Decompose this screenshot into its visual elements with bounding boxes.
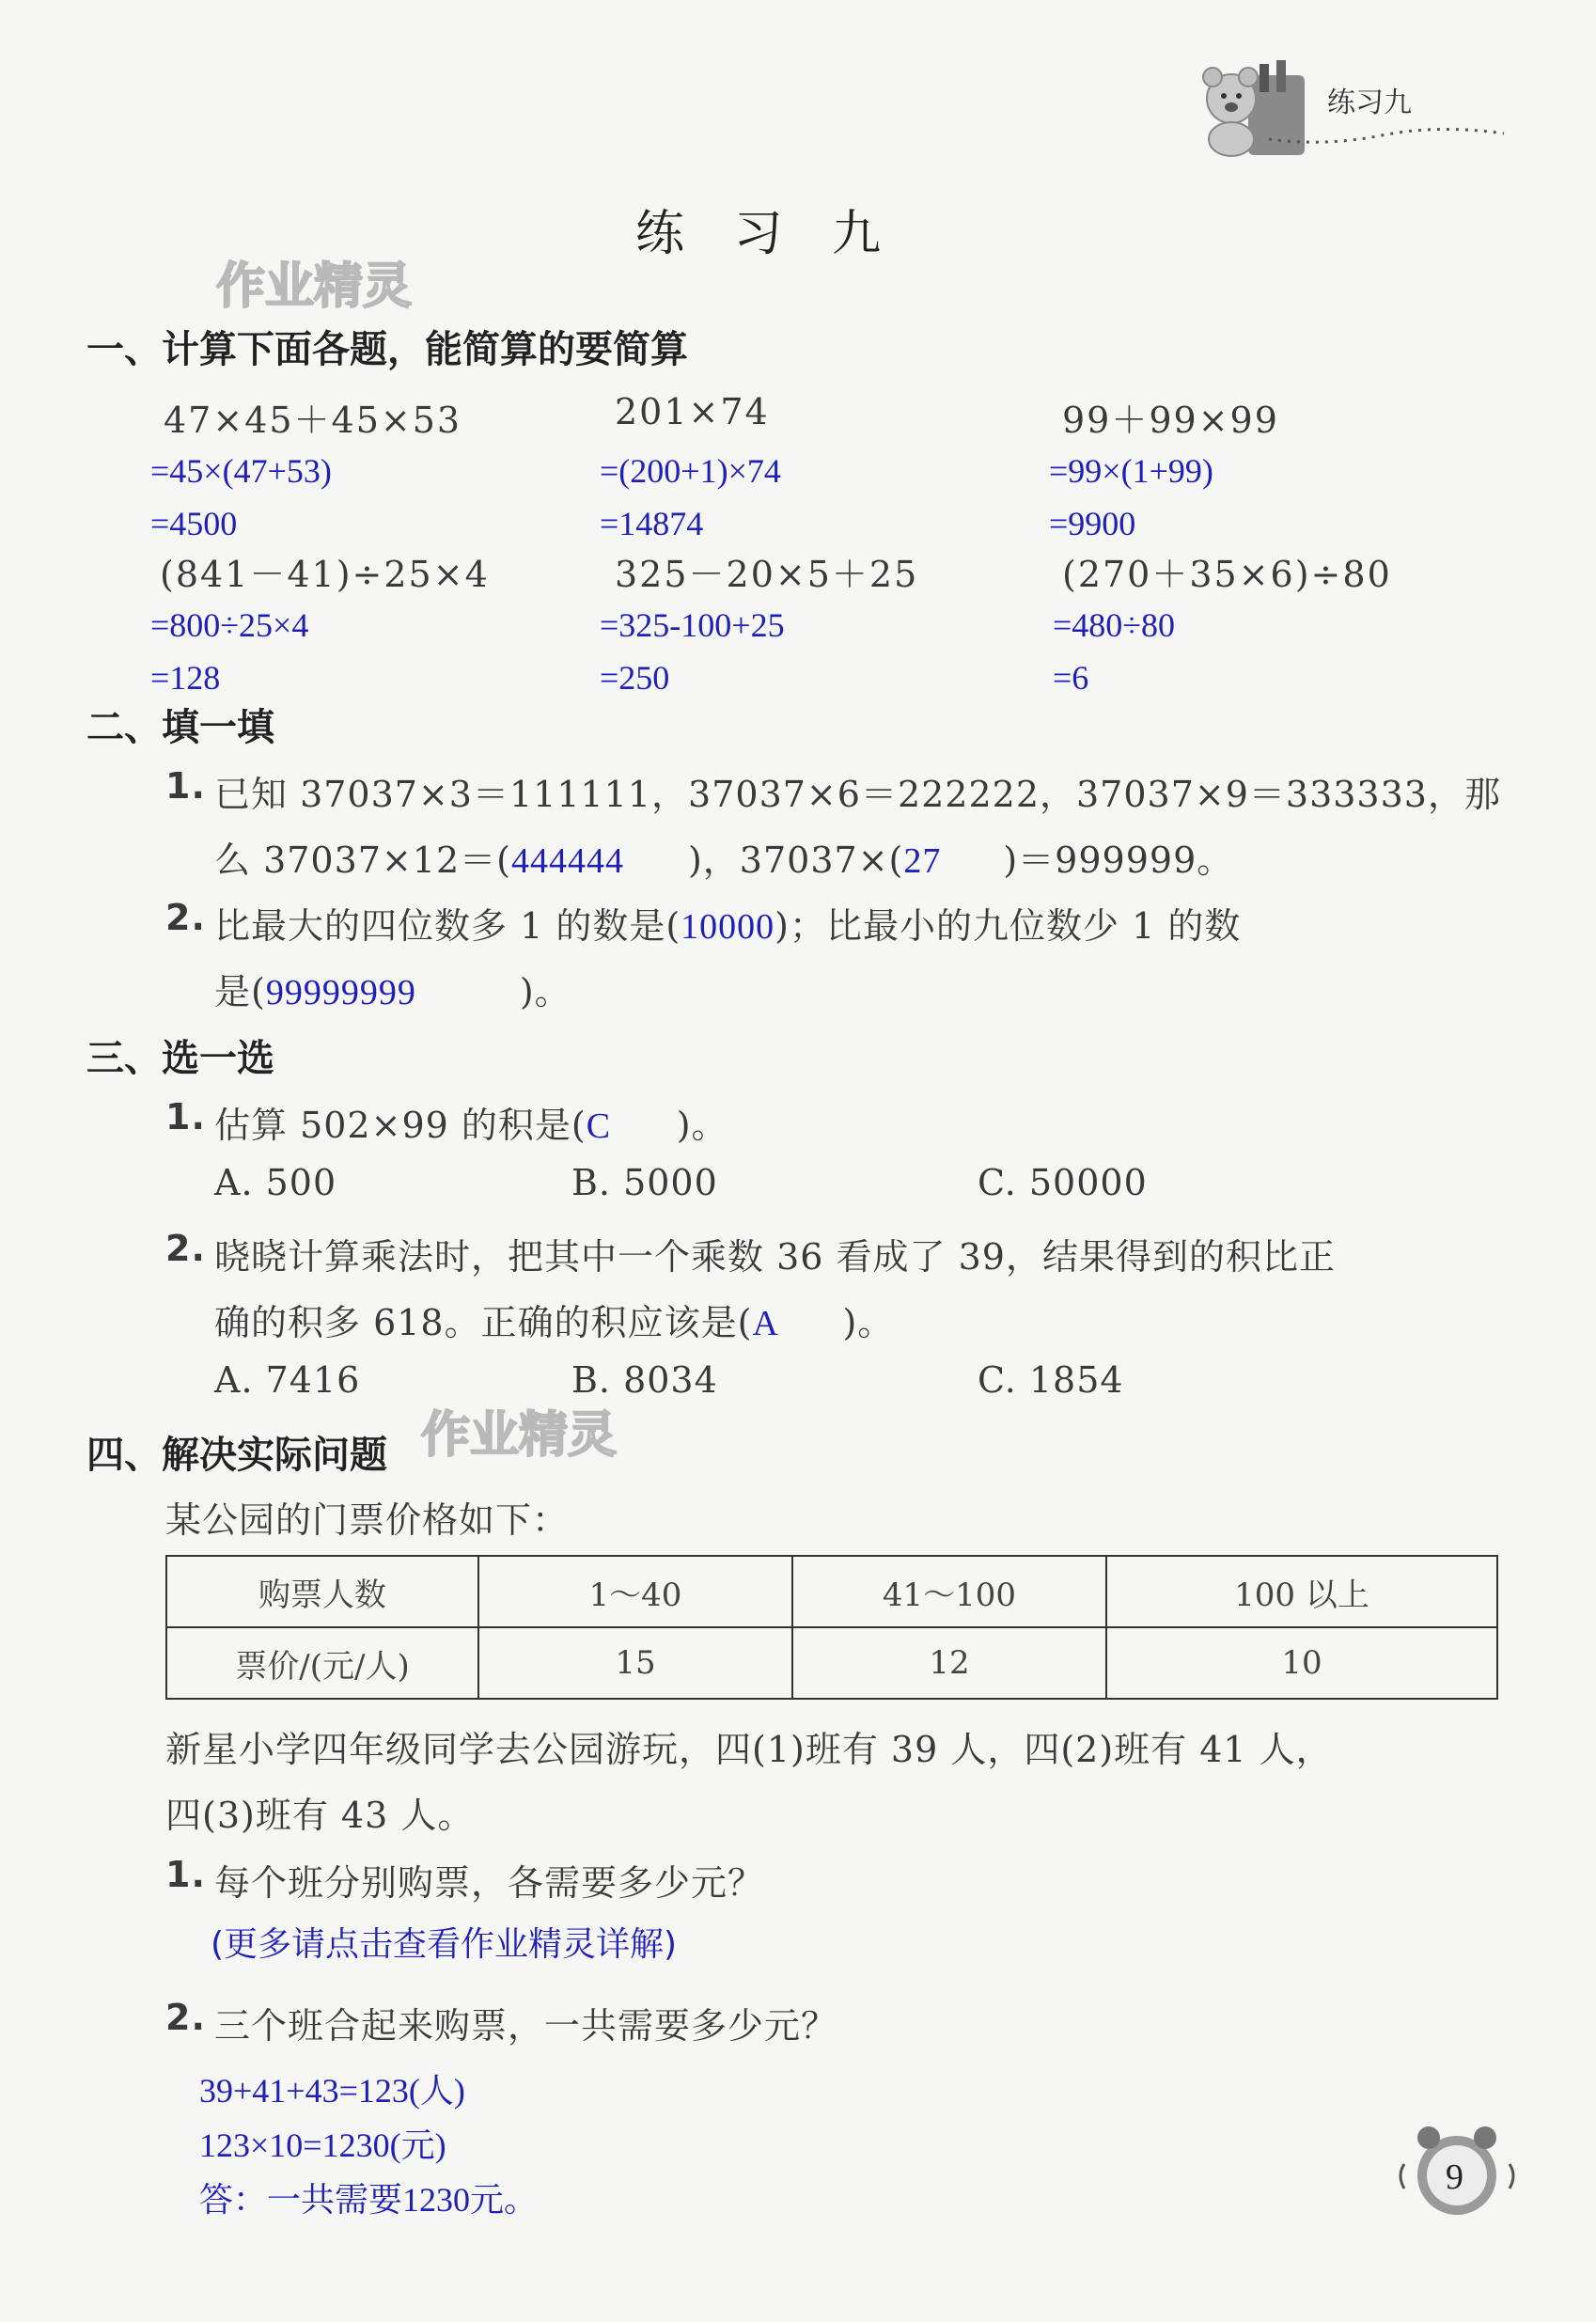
question-line — [214, 831, 1233, 883]
option: B. 5000 — [571, 1162, 718, 1203]
table-cell: 41～100 — [792, 1556, 1106, 1627]
section-heading: 二、填一填 — [86, 706, 274, 749]
question-number: 1. — [165, 1096, 206, 1137]
question-number: 1. — [165, 1854, 206, 1895]
dotted-wave-decoration — [1269, 120, 1513, 149]
question-text: 是( — [214, 971, 266, 1012]
question-text: 每个班分别购票，各需要多少元？ — [214, 1862, 765, 1904]
question-text: 三个班合起来购票，一共需要多少元？ — [214, 2005, 838, 2047]
question-text: )。 — [676, 1105, 728, 1146]
question-line — [214, 1294, 894, 1345]
expression: 325－20×5＋25 — [615, 554, 919, 595]
question-line — [214, 897, 1241, 949]
question-number: 2. — [165, 1228, 206, 1269]
fill-answer: 444444 — [510, 841, 624, 881]
question-text: 确的积多 618。正确的积应该是( — [214, 1302, 753, 1343]
table-row — [166, 1627, 1497, 1699]
section-heading: 三、选一选 — [86, 1037, 274, 1080]
question-text: 已知 37037×3＝111111，37037×6＝222222，37037×9＝333333，那 — [214, 774, 1501, 815]
question-text: )。 — [519, 971, 571, 1012]
fill-answer: 99999999 — [265, 973, 416, 1012]
question-text: 比最大的四位数多 1 的数是( — [214, 905, 681, 947]
answer-result: =14874 — [600, 505, 704, 542]
watermark-logo: 作业精灵 — [421, 1407, 618, 1464]
question-text: )。 — [842, 1302, 895, 1343]
section-heading: 一、计算下面各题，能简算的要简算 — [86, 328, 688, 371]
question-number: 2. — [165, 897, 206, 938]
price-table — [165, 1555, 1498, 1700]
question-text: )，37037×( — [687, 839, 904, 881]
fill-answer: 10000 — [681, 907, 775, 947]
table-cell: 购票人数 — [166, 1556, 478, 1627]
answer-result: =128 — [150, 659, 221, 697]
choice-answer: A — [752, 1304, 779, 1343]
answer-step: =480÷80 — [1053, 606, 1176, 644]
answer-result: =6 — [1053, 659, 1089, 697]
question-text: 么 37037×12＝( — [214, 839, 511, 881]
table-cell: 1～40 — [478, 1556, 792, 1627]
question-text: 估算 502×99 的积是( — [214, 1105, 587, 1146]
option: C. 50000 — [978, 1162, 1148, 1203]
page-title: 练 习 九 — [635, 206, 899, 262]
question-text: 晓晓计算乘法时，把其中一个乘数 36 看成了 39，结果得到的积比正 — [214, 1236, 1336, 1278]
option: B. 8034 — [571, 1359, 718, 1401]
option: C. 1854 — [978, 1359, 1124, 1401]
solution-line: 39+41+43=123(人) — [199, 2072, 465, 2110]
table-row — [166, 1556, 1497, 1627]
answer-result: =250 — [600, 659, 670, 697]
page-number: 9 — [1446, 2157, 1463, 2197]
answer-step: =45×(47+53) — [150, 452, 332, 490]
problem-intro: 某公园的门票价格如下： — [165, 1499, 570, 1541]
option: A. 500 — [214, 1162, 337, 1203]
answer-step: =800÷25×4 — [150, 606, 309, 644]
watermark-logo: 作业精灵 — [216, 259, 413, 315]
table-cell: 10 — [1106, 1627, 1497, 1699]
expression: 47×45＋45×53 — [164, 400, 462, 441]
option: A. 7416 — [214, 1359, 361, 1401]
answer-step: =325-100+25 — [600, 606, 785, 644]
expression: (841－41)÷25×4 — [160, 554, 490, 595]
question-text: )；比最小的九位数少 1 的数 — [775, 905, 1242, 947]
choice-answer: C — [586, 1106, 612, 1146]
corner-label: 练习九 — [1327, 86, 1412, 119]
detail-link[interactable]: (更多请点击查看作业精灵详解) — [211, 1925, 678, 1964]
solution-line: 答：一共需要1230元。 — [199, 2181, 539, 2219]
question-line — [214, 963, 571, 1014]
problem-text: 新星小学四年级同学去公园游玩，四(1)班有 39 人，四(2)班有 41 人， — [165, 1729, 1333, 1770]
question-text: )＝999999。 — [1003, 839, 1234, 881]
expression: (270＋35×6)÷80 — [1062, 554, 1392, 595]
expression: 201×74 — [615, 391, 770, 432]
table-cell: 15 — [478, 1627, 792, 1699]
problem-text: 四(3)班有 43 人。 — [165, 1795, 475, 1836]
table-cell: 100 以上 — [1106, 1556, 1497, 1627]
answer-step: =99×(1+99) — [1049, 452, 1213, 490]
question-number: 1. — [165, 765, 206, 807]
answer-result: =4500 — [150, 505, 238, 542]
expression: 99＋99×99 — [1062, 400, 1279, 441]
question-line — [214, 1096, 728, 1148]
answer-result: =9900 — [1049, 505, 1136, 542]
fill-answer: 27 — [903, 841, 942, 881]
section-heading: 四、解决实际问题 — [86, 1434, 387, 1477]
solution-line: 123×10=1230(元) — [199, 2126, 446, 2164]
question-number: 2. — [165, 1997, 206, 2038]
table-cell: 12 — [792, 1627, 1106, 1699]
table-cell: 票价/(元/人) — [166, 1627, 478, 1699]
answer-step: =(200+1)×74 — [600, 452, 781, 490]
